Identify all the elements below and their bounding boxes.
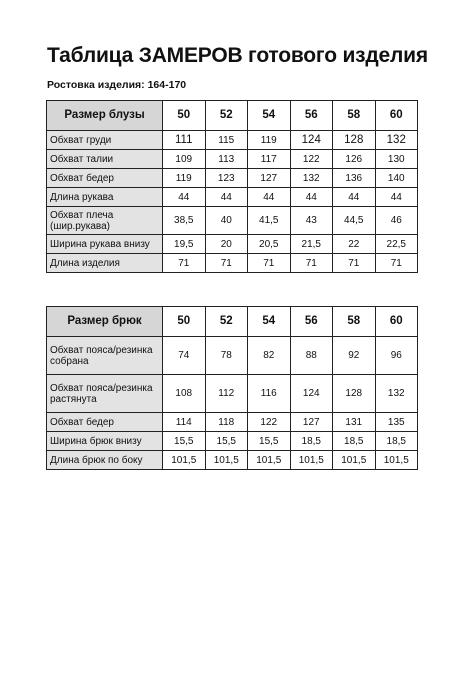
measurement-value: 101,5: [163, 451, 206, 470]
measurement-value: 78: [205, 337, 248, 375]
measurement-value: 119: [248, 131, 291, 150]
measurement-value: 130: [375, 150, 418, 169]
size-column-header: 54: [248, 307, 291, 337]
size-column-header: 58: [333, 101, 376, 131]
measurement-value: 22,5: [375, 235, 418, 254]
measurement-value: 18,5: [375, 432, 418, 451]
measurement-value: 74: [163, 337, 206, 375]
measurement-value: 122: [248, 413, 291, 432]
measurement-value: 135: [375, 413, 418, 432]
measurement-value: 124: [290, 375, 333, 413]
table-header-row: [47, 307, 418, 337]
measurement-value: 126: [333, 150, 376, 169]
height-range-subtitle: Ростовка изделия: 164-170: [47, 79, 187, 91]
measurement-value: 127: [248, 169, 291, 188]
size-column-header: 60: [375, 307, 418, 337]
measurement-value: 117: [248, 150, 291, 169]
page-title: Таблица ЗАМЕРОВ готового изделия: [47, 44, 428, 67]
measurement-value: 140: [375, 169, 418, 188]
table-row: [47, 413, 418, 432]
measurement-label: Ширина рукава внизу: [47, 235, 163, 254]
table-row: [47, 235, 418, 254]
measurement-label: Длина брюк по боку: [47, 451, 163, 470]
table-row: [47, 150, 418, 169]
measurement-value: 123: [205, 169, 248, 188]
measurement-value: 71: [205, 254, 248, 273]
size-column-header: 54: [248, 101, 291, 131]
measurement-value: 113: [205, 150, 248, 169]
measurement-value: 18,5: [333, 432, 376, 451]
table-row: [47, 131, 418, 150]
measurement-value: 92: [333, 337, 376, 375]
measurement-value: 101,5: [205, 451, 248, 470]
size-column-header: 56: [290, 101, 333, 131]
measurement-value: 19,5: [163, 235, 206, 254]
measurement-value: 114: [163, 413, 206, 432]
measurement-value: 46: [375, 207, 418, 235]
size-column-header: 52: [205, 101, 248, 131]
measurement-value: 124: [290, 131, 333, 150]
measurement-label: Обхват бедер: [47, 413, 163, 432]
measurement-value: 44: [205, 188, 248, 207]
measurement-value: 43: [290, 207, 333, 235]
measurement-value: 88: [290, 337, 333, 375]
measurement-label: Обхват пояса/резинка собрана: [47, 337, 163, 375]
measurement-value: 20: [205, 235, 248, 254]
table-row: [47, 432, 418, 451]
pants-size-table: [46, 306, 418, 470]
measurement-label: Длина рукава: [47, 188, 163, 207]
measurement-value: 128: [333, 131, 376, 150]
measurement-value: 101,5: [248, 451, 291, 470]
measurement-label: Длина изделия: [47, 254, 163, 273]
measurement-value: 38,5: [163, 207, 206, 235]
measurement-value: 101,5: [333, 451, 376, 470]
measurement-value: 71: [333, 254, 376, 273]
measurement-value: 101,5: [290, 451, 333, 470]
measurement-value: 128: [333, 375, 376, 413]
table-row: [47, 375, 418, 413]
table-row: [47, 254, 418, 273]
measurement-value: 132: [290, 169, 333, 188]
measurement-value: 108: [163, 375, 206, 413]
blouse-size-header: Размер блузы: [47, 101, 163, 131]
measurement-value: 116: [248, 375, 291, 413]
measurement-value: 96: [375, 337, 418, 375]
measurement-label: Обхват бедер: [47, 169, 163, 188]
measurement-value: 131: [333, 413, 376, 432]
measurement-value: 15,5: [248, 432, 291, 451]
measurement-value: 112: [205, 375, 248, 413]
size-column-header: 56: [290, 307, 333, 337]
measurement-label: Обхват груди: [47, 131, 163, 150]
measurement-value: 82: [248, 337, 291, 375]
measurement-value: 71: [375, 254, 418, 273]
table-row: [47, 188, 418, 207]
measurement-label: Ширина брюк внизу: [47, 432, 163, 451]
blouse-size-table: [46, 100, 418, 273]
measurement-label: Обхват пояса/резинка растянута: [47, 375, 163, 413]
measurement-value: 71: [248, 254, 291, 273]
measurement-value: 20,5: [248, 235, 291, 254]
measurement-value: 44: [290, 188, 333, 207]
measurement-value: 119: [163, 169, 206, 188]
measurement-value: 71: [163, 254, 206, 273]
measurement-value: 15,5: [163, 432, 206, 451]
measurement-value: 132: [375, 131, 418, 150]
size-column-header: 60: [375, 101, 418, 131]
table-row: [47, 169, 418, 188]
measurement-value: 136: [333, 169, 376, 188]
measurement-label: Обхват плеча (шир.рукава): [47, 207, 163, 235]
measurement-value: 21,5: [290, 235, 333, 254]
measurement-value: 41,5: [248, 207, 291, 235]
measurement-value: 101,5: [375, 451, 418, 470]
size-column-header: 50: [163, 307, 206, 337]
measurement-value: 44: [248, 188, 291, 207]
measurement-value: 18,5: [290, 432, 333, 451]
measurement-value: 71: [290, 254, 333, 273]
measurement-value: 122: [290, 150, 333, 169]
table-row: [47, 337, 418, 375]
measurement-value: 118: [205, 413, 248, 432]
measurement-value: 115: [205, 131, 248, 150]
measurement-value: 15,5: [205, 432, 248, 451]
measurement-label: Обхват талии: [47, 150, 163, 169]
size-column-header: 58: [333, 307, 376, 337]
table-row: [47, 451, 418, 470]
measurement-value: 44,5: [333, 207, 376, 235]
size-column-header: 50: [163, 101, 206, 131]
measurement-value: 40: [205, 207, 248, 235]
measurement-value: 109: [163, 150, 206, 169]
measurement-value: 22: [333, 235, 376, 254]
table-header-row: [47, 101, 418, 131]
size-column-header: 52: [205, 307, 248, 337]
measurement-value: 44: [375, 188, 418, 207]
measurement-value: 127: [290, 413, 333, 432]
table-row: [47, 207, 418, 235]
measurement-value: 132: [375, 375, 418, 413]
measurement-value: 44: [333, 188, 376, 207]
pants-size-header: Размер брюк: [47, 307, 163, 337]
measurement-value: 44: [163, 188, 206, 207]
measurement-value: 111: [163, 131, 206, 150]
